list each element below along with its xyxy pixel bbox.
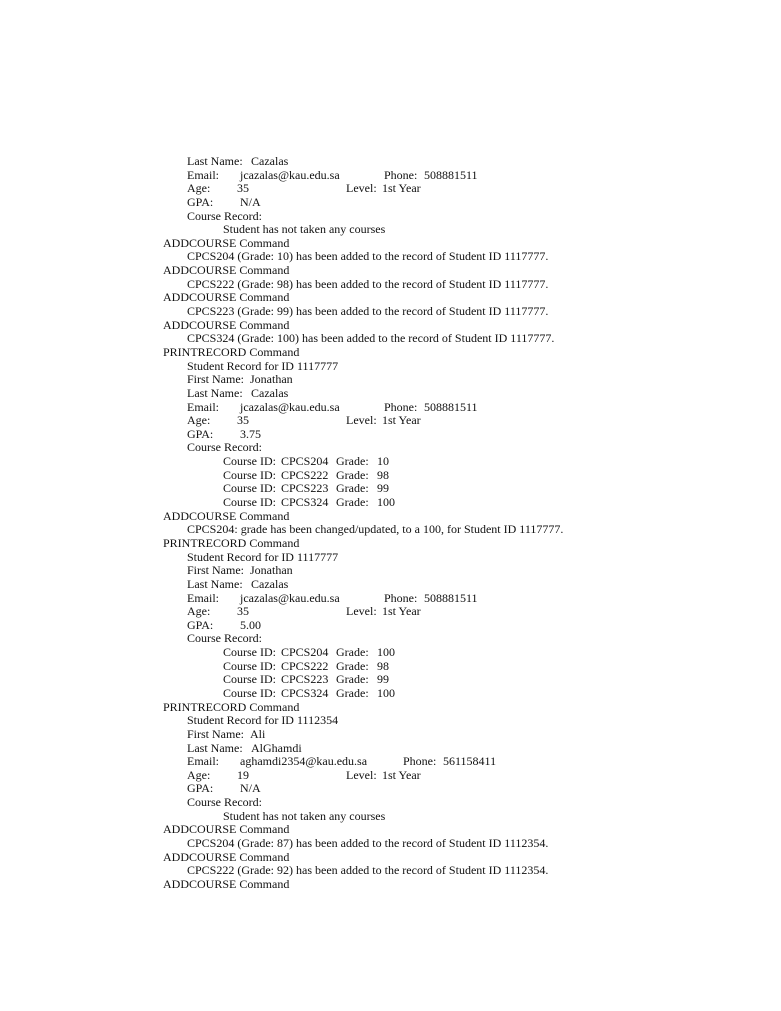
command-line	[0, 319, 781, 333]
output-text: Student has not taken any courses	[223, 808, 386, 823]
output-text: Course Record:	[187, 795, 262, 810]
command-text: ADDCOURSE Command	[163, 290, 290, 305]
record-field	[0, 619, 781, 633]
course-code: CPCS222	[281, 658, 329, 673]
record-field	[0, 782, 781, 796]
record-field	[0, 728, 781, 742]
field-value: Jonathan	[250, 372, 293, 387]
field-value: aghamdi2354@kau.edu.sa	[240, 754, 368, 769]
record-field	[0, 428, 781, 442]
output-text: CPCS222 (Grade: 92) has been added to the record of Student ID 1112354.	[187, 863, 549, 878]
course-id-label: Course ID:	[223, 495, 276, 510]
output-line	[0, 551, 781, 565]
course-id-label: Course ID:	[223, 467, 276, 482]
grade-value: 100	[377, 495, 395, 510]
field-label: Age:	[187, 413, 211, 428]
field-label-2: Level:	[346, 604, 377, 619]
course-code: CPCS223	[281, 672, 329, 687]
record-field	[0, 387, 781, 401]
field-label-2: Phone:	[403, 754, 437, 769]
field-label: Email:	[187, 754, 219, 769]
field-label-2: Level:	[346, 181, 377, 196]
grade-label: Grade:	[336, 481, 369, 496]
output-line	[0, 796, 781, 810]
command-line	[0, 291, 781, 305]
output-text: Student Record for ID 1117777	[187, 549, 339, 564]
field-value: N/A	[240, 781, 261, 796]
field-value: AlGhamdi	[251, 740, 302, 755]
course-row	[0, 469, 781, 483]
course-code: CPCS204	[281, 645, 329, 660]
record-field-pair	[0, 755, 781, 769]
course-id-label: Course ID:	[223, 645, 276, 660]
output-line	[0, 223, 781, 237]
field-label: Last Name:	[187, 740, 243, 755]
field-value: N/A	[240, 194, 261, 209]
record-field-pair	[0, 169, 781, 183]
grade-value: 98	[377, 467, 389, 482]
command-line	[0, 264, 781, 278]
output-line	[0, 305, 781, 319]
course-id-label: Course ID:	[223, 454, 276, 469]
field-label: Last Name:	[187, 576, 243, 591]
output-line	[0, 278, 781, 292]
field-value: jcazalas@kau.edu.sa	[240, 167, 340, 182]
field-label: Email:	[187, 399, 219, 414]
course-row	[0, 673, 781, 687]
record-field	[0, 742, 781, 756]
field-value: 5.00	[240, 617, 261, 632]
output-line	[0, 360, 781, 374]
output-line	[0, 632, 781, 646]
output-line	[0, 523, 781, 537]
field-label: GPA:	[187, 617, 214, 632]
grade-value: 99	[377, 481, 389, 496]
field-value-2: 1st Year	[382, 767, 421, 782]
output-text: CPCS204 (Grade: 10) has been added to the record of Student ID 1117777.	[187, 249, 549, 264]
field-label: Age:	[187, 604, 211, 619]
field-value: 3.75	[240, 426, 261, 441]
output-text: Course Record:	[187, 440, 262, 455]
record-field-pair	[0, 414, 781, 428]
course-id-label: Course ID:	[223, 658, 276, 673]
field-value-2: 1st Year	[382, 413, 421, 428]
field-label: Age:	[187, 181, 211, 196]
field-label-2: Phone:	[384, 590, 418, 605]
record-field	[0, 155, 781, 169]
command-text: PRINTRECORD Command	[163, 344, 300, 359]
output-line	[0, 250, 781, 264]
field-value-2: 508881511	[424, 167, 478, 182]
field-value-2: 1st Year	[382, 181, 421, 196]
command-text: ADDCOURSE Command	[163, 849, 290, 864]
output-text: CPCS324 (Grade: 100) has been added to the record of Student ID 1117777.	[187, 331, 555, 346]
field-value: Jonathan	[250, 563, 293, 578]
field-value: 35	[237, 604, 249, 619]
grade-label: Grade:	[336, 685, 369, 700]
field-label-2: Phone:	[384, 167, 418, 182]
field-value-2: 508881511	[424, 590, 478, 605]
field-label: GPA:	[187, 781, 214, 796]
record-field-pair	[0, 769, 781, 783]
course-row	[0, 646, 781, 660]
grade-value: 100	[377, 685, 395, 700]
grade-label: Grade:	[336, 495, 369, 510]
command-text: ADDCOURSE Command	[163, 876, 290, 891]
command-line	[0, 823, 781, 837]
field-value-2: 1st Year	[382, 604, 421, 619]
field-label: Age:	[187, 767, 211, 782]
record-field	[0, 196, 781, 210]
course-row	[0, 496, 781, 510]
output-text: CPCS223 (Grade: 99) has been added to the record of Student ID 1117777.	[187, 304, 549, 319]
field-value: jcazalas@kau.edu.sa	[240, 399, 340, 414]
command-text: ADDCOURSE Command	[163, 317, 290, 332]
course-code: CPCS223	[281, 481, 329, 496]
course-row	[0, 482, 781, 496]
document-page	[0, 155, 781, 892]
field-label: Email:	[187, 167, 219, 182]
record-field	[0, 564, 781, 578]
grade-label: Grade:	[336, 467, 369, 482]
output-text: CPCS222 (Grade: 98) has been added to the record of Student ID 1117777.	[187, 276, 549, 291]
record-field	[0, 578, 781, 592]
output-line	[0, 810, 781, 824]
grade-value: 10	[377, 454, 389, 469]
output-line	[0, 210, 781, 224]
field-label: Last Name:	[187, 385, 243, 400]
record-field-pair	[0, 401, 781, 415]
output-line	[0, 837, 781, 851]
field-label-2: Level:	[346, 413, 377, 428]
record-field-pair	[0, 182, 781, 196]
command-line	[0, 237, 781, 251]
output-line	[0, 714, 781, 728]
command-text: ADDCOURSE Command	[163, 822, 290, 837]
field-value-2: 561158411	[443, 754, 497, 769]
course-id-label: Course ID:	[223, 481, 276, 496]
course-row	[0, 687, 781, 701]
output-text: CPCS204: grade has been changed/updated, to a 100, for Student ID 1117777.	[187, 522, 564, 537]
record-field-pair	[0, 605, 781, 619]
command-line	[0, 851, 781, 865]
field-value: Cazalas	[251, 154, 289, 168]
grade-value: 99	[377, 672, 389, 687]
field-value: Ali	[250, 726, 266, 741]
command-line	[0, 878, 781, 892]
output-line	[0, 441, 781, 455]
output-line	[0, 864, 781, 878]
course-row	[0, 455, 781, 469]
output-text: CPCS204 (Grade: 87) has been added to the record of Student ID 1112354.	[187, 836, 549, 851]
field-label-2: Phone:	[384, 399, 418, 414]
field-label-2: Level:	[346, 767, 377, 782]
command-line	[0, 346, 781, 360]
grade-label: Grade:	[336, 454, 369, 469]
grade-value: 100	[377, 645, 395, 660]
course-code: CPCS204	[281, 454, 329, 469]
command-text: PRINTRECORD Command	[163, 699, 300, 714]
field-label: First Name:	[187, 726, 244, 741]
course-code: CPCS324	[281, 685, 329, 700]
field-label: GPA:	[187, 194, 214, 209]
output-line	[0, 332, 781, 346]
output-text: Student Record for ID 1112354	[187, 713, 339, 728]
command-line	[0, 537, 781, 551]
course-row	[0, 660, 781, 674]
grade-value: 98	[377, 658, 389, 673]
field-label: First Name:	[187, 563, 244, 578]
field-value: jcazalas@kau.edu.sa	[240, 590, 340, 605]
command-line	[0, 701, 781, 715]
grade-label: Grade:	[336, 658, 369, 673]
output-text: Course Record:	[187, 208, 262, 223]
record-field	[0, 373, 781, 387]
field-value-2: 508881511	[424, 399, 478, 414]
grade-label: Grade:	[336, 645, 369, 660]
field-value: 35	[237, 413, 249, 428]
output-text: Student has not taken any courses	[223, 222, 386, 237]
course-code: CPCS324	[281, 495, 329, 510]
course-code: CPCS222	[281, 467, 329, 482]
field-value: Cazalas	[251, 385, 289, 400]
course-id-label: Course ID:	[223, 672, 276, 687]
field-value: 35	[237, 181, 249, 196]
field-label: Last Name:	[187, 154, 243, 168]
record-field-pair	[0, 592, 781, 606]
field-label: First Name:	[187, 372, 244, 387]
grade-label: Grade:	[336, 672, 369, 687]
command-text: ADDCOURSE Command	[163, 235, 290, 250]
field-value: Cazalas	[251, 576, 289, 591]
field-label: Email:	[187, 590, 219, 605]
output-text: Course Record:	[187, 631, 262, 646]
field-value: 19	[237, 767, 249, 782]
command-text: ADDCOURSE Command	[163, 508, 290, 523]
command-line	[0, 510, 781, 524]
output-text: Student Record for ID 1117777	[187, 358, 339, 373]
course-id-label: Course ID:	[223, 685, 276, 700]
command-text: ADDCOURSE Command	[163, 263, 290, 278]
command-text: PRINTRECORD Command	[163, 535, 300, 550]
field-label: GPA:	[187, 426, 214, 441]
